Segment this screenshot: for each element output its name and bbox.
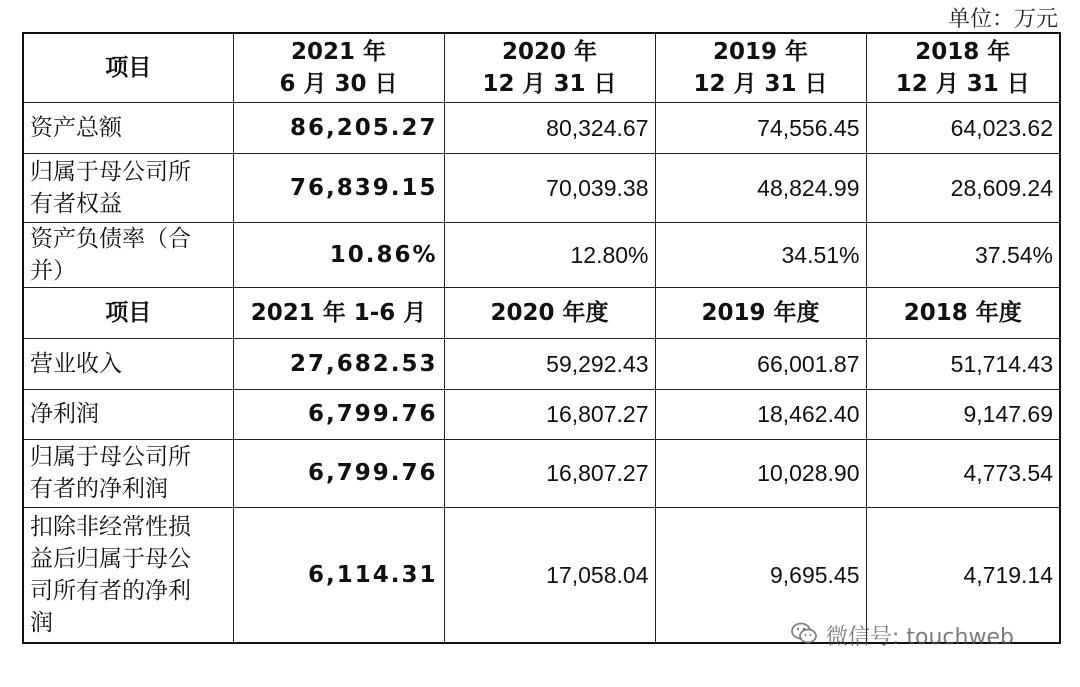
row-label (23, 222, 233, 287)
label-line: 资产负债率（合 (30, 225, 191, 252)
label-line: 归属于母公司所 (30, 444, 191, 470)
cell-value: 86,205.27 (233, 102, 444, 153)
header-col-2019: 2019 年度 (655, 287, 866, 338)
table-row (23, 153, 1060, 222)
row-label (23, 439, 233, 507)
header-line: 6 月 30 日 (279, 70, 398, 97)
cell-value: 51,714.43 (866, 338, 1060, 389)
watermark-text: 微信号: touchweb (826, 625, 1014, 650)
header-item: 项目 (23, 33, 233, 102)
cell-value: 16,807.27 (444, 439, 655, 507)
financial-table (22, 32, 1061, 644)
cell-value: 48,824.99 (655, 153, 866, 222)
header-line: 12 月 31 日 (482, 70, 617, 97)
cell-value: 80,324.67 (444, 102, 655, 153)
cell-value: 64,023.62 (866, 102, 1060, 153)
label-line: 有者权益 (30, 190, 122, 217)
cell-value: 70,039.38 (444, 153, 655, 222)
wechat-icon (790, 621, 818, 651)
cell-value: 16,807.27 (444, 389, 655, 439)
row-label (23, 102, 233, 153)
header-col-2020: 2020 年度 (444, 287, 655, 338)
label-line: 营业收入 (30, 350, 122, 377)
header-line: 2020 年 (501, 38, 598, 65)
row-label (23, 507, 233, 643)
table-row (23, 102, 1060, 153)
cell-value: 66,001.87 (655, 338, 866, 389)
cell-value: 9,695.45 (655, 507, 866, 643)
cell-value: 4,773.54 (866, 439, 1060, 507)
table-row (23, 222, 1060, 287)
header-row-balance (23, 33, 1060, 102)
label-line: 扣除非经常性损 (30, 513, 191, 540)
table-row (23, 338, 1060, 389)
header-line: 12 月 31 日 (895, 70, 1030, 97)
cell-value: 10,028.90 (655, 439, 866, 507)
cell-value: 9,147.69 (866, 389, 1060, 439)
header-col-2021h1: 2021 年 1-6 月 (233, 287, 444, 338)
cell-value: 28,609.24 (866, 153, 1060, 222)
cell-value: 18,462.40 (655, 389, 866, 439)
header-col-2019 (655, 33, 866, 102)
header-line: 2021 年 (290, 38, 387, 65)
header-col-2018: 2018 年度 (866, 287, 1060, 338)
cell-value: 6,799.76 (233, 389, 444, 439)
header-line: 2019 年 (712, 38, 809, 65)
label-line: 并） (30, 257, 76, 284)
row-label (23, 338, 233, 389)
label-line: 归属于母公司所 (30, 158, 191, 185)
label-line: 润 (30, 609, 53, 636)
label-line: 益后归属于母公 (30, 545, 191, 572)
cell-value: 6,114.31 (233, 507, 444, 643)
cell-value: 6,799.76 (233, 439, 444, 507)
cell-value: 27,682.53 (233, 338, 444, 389)
header-col-2020 (444, 33, 655, 102)
header-line: 2018 年 (915, 38, 1011, 65)
cell-value: 10.86% (233, 222, 444, 287)
label-line: 资产总额 (30, 114, 122, 141)
label-line: 有者的净利润 (30, 476, 168, 502)
label-line: 司所有者的净利 (30, 577, 191, 604)
cell-value: 4,719.14 (866, 507, 1060, 643)
cell-value: 76,839.15 (233, 153, 444, 222)
row-label (23, 153, 233, 222)
cell-value: 59,292.43 (444, 338, 655, 389)
header-line: 12 月 31 日 (693, 70, 828, 97)
cell-value: 12.80% (444, 222, 655, 287)
label-line: 净利润 (30, 401, 99, 427)
cell-value: 34.51% (655, 222, 866, 287)
cell-value: 17,058.04 (444, 507, 655, 643)
row-label (23, 389, 233, 439)
header-item: 项目 (23, 287, 233, 338)
unit-label: 单位：万元 (947, 7, 1058, 32)
table-row (23, 389, 1060, 439)
cell-value: 37.54% (866, 222, 1060, 287)
header-col-2018 (866, 33, 1060, 102)
table-row (23, 439, 1060, 507)
header-col-2021h1 (233, 33, 444, 102)
header-row-income (23, 287, 1060, 338)
watermark (790, 620, 1014, 651)
cell-value: 74,556.45 (655, 102, 866, 153)
